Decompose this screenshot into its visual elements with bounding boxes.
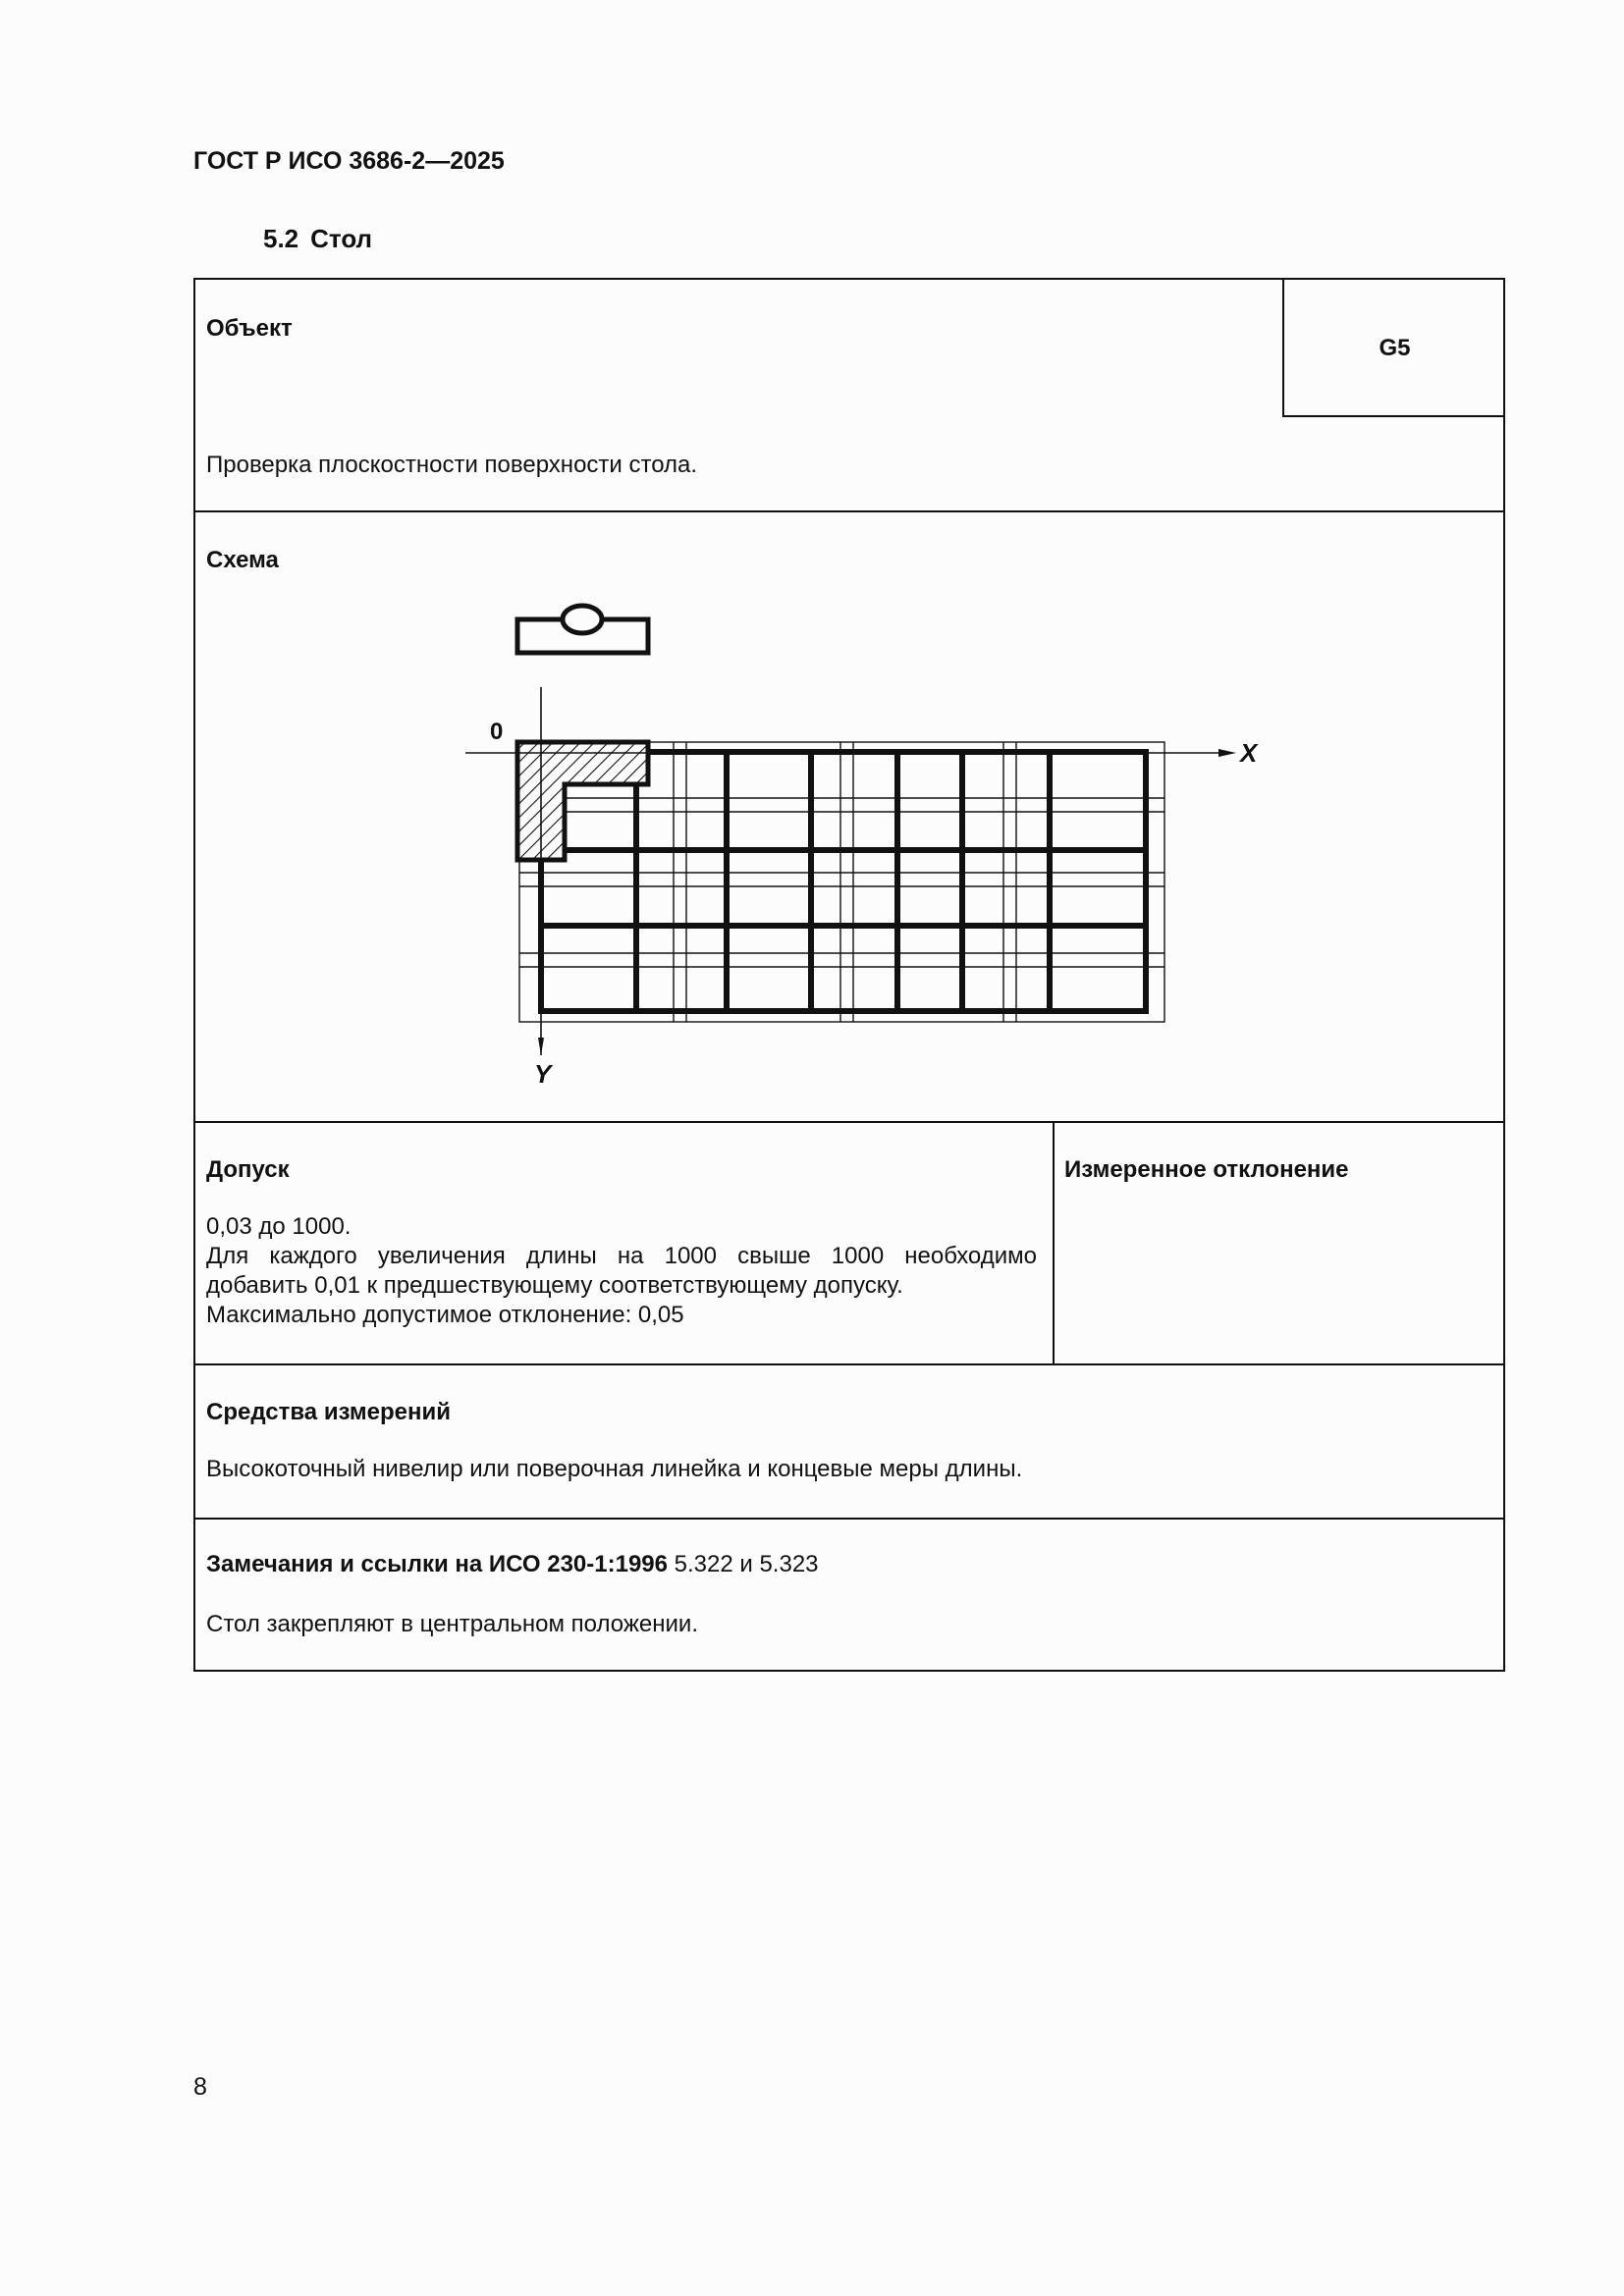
flatness-scheme-diagram [195,280,1507,1124]
remarks-refs: 5.322 и 5.323 [674,1551,819,1577]
column-divider [1053,1121,1055,1364]
tolerance-line: 0,03 до 1000. [206,1213,352,1240]
tolerance-line: добавить 0,01 к предшествующему соответствующему допуску. [206,1272,903,1299]
remarks-text: Стол закрепляют в центральном положении. [206,1611,698,1637]
measured-deviation-label: Измеренное отклонение [1064,1156,1349,1183]
tolerance-line: Для каждого увеличения длины на 1000 свыше 1000 необходимо [206,1243,1037,1269]
straightedge-hatched-l [517,742,648,860]
object-description: Проверка плоскостности поверхности стола. [206,452,698,478]
measurement-lines [541,752,1146,1011]
object-label: Объект [206,315,293,342]
instruments-label: Средства измерений [206,1399,452,1425]
row-divider [195,1518,1503,1520]
section-title [263,224,372,254]
page-number: 8 [193,2073,207,2101]
section-name: Стол [310,224,373,253]
row-divider [195,1121,1503,1123]
remarks-heading [206,1550,819,1579]
scheme-label: Схема [206,547,279,573]
x-axis-label: X [1240,738,1258,768]
section-number: 5.2 [263,224,299,253]
level-instrument-icon [517,606,648,653]
tolerance-line: Максимально допустимое отклонение: 0,05 [206,1302,684,1328]
remarks-label: Замечания и ссылки на ИСО 230-1:1996 [206,1551,668,1577]
document-header: ГОСТ Р ИСО 3686-2—2025 [193,147,505,175]
row-divider [195,1363,1503,1365]
test-card-table [193,278,1505,1672]
tolerance-text [206,1212,1037,1330]
y-axis-label: Y [534,1059,552,1089]
tolerance-label: Допуск [206,1156,290,1183]
origin-label: 0 [490,719,504,745]
test-code: G5 [1379,335,1411,361]
instruments-text: Высокоточный нивелир или поверочная линейка и концевые меры длины. [206,1456,1023,1482]
